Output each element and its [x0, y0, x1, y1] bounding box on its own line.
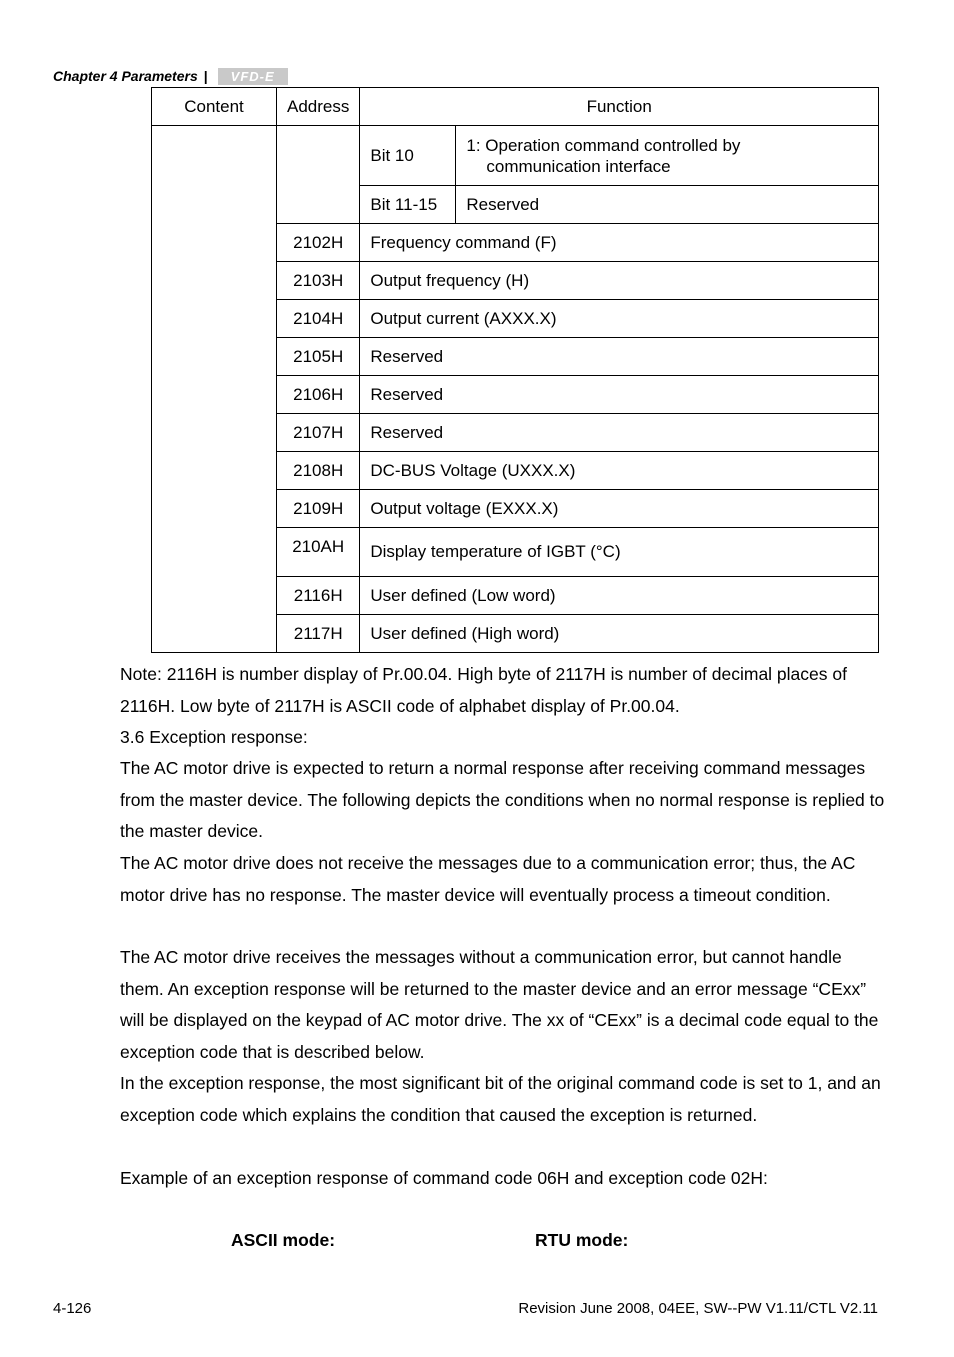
- paragraph-no-response: The AC motor drive does not receive the messages due to a communication error; thus, the AC motor drive has no response. The master device will eventually process a timeout condition.: [120, 853, 856, 905]
- note-paragraph: Note: 2116H is number display of Pr.00.04. High byte of 2117H is number of decimal places of 2116H. Low byte of 2117H is ASCII code of alphabet display of Pr.00.04.: [120, 664, 847, 716]
- address-cell: 2117H: [277, 615, 360, 653]
- bit-description: [456, 126, 879, 186]
- bit-description-line1: 1: Operation command controlled by: [466, 135, 741, 155]
- content-cell: [152, 126, 277, 653]
- function-cell: Output frequency (H): [360, 262, 879, 300]
- address-cell: 2107H: [277, 414, 360, 452]
- paragraph-exception: The AC motor drive receives the messages without a communication error, but cannot handle them. An exception response will be returned to the master device and an error message “CExx” will be displayed on the keypad of AC motor drive. The xx of “CExx” is a decimal code equal to the exception code that is described below.: [120, 947, 879, 1062]
- header-content: Content: [152, 88, 277, 126]
- function-cell: Reserved: [360, 414, 879, 452]
- ascii-mode-label: ASCII mode:: [231, 1230, 336, 1250]
- function-cell: Reserved: [360, 338, 879, 376]
- section-heading: 3.6 Exception response:: [120, 727, 308, 747]
- function-cell: Display temperature of IGBT (°C): [360, 528, 879, 577]
- function-cell: Output voltage (EXXX.X): [360, 490, 879, 528]
- function-cell: Frequency command (F): [360, 224, 879, 262]
- address-cell: 2109H: [277, 490, 360, 528]
- vfd-e-logo: VFD-E: [218, 68, 288, 85]
- header-address: Address: [277, 88, 360, 126]
- header-separator: |: [203, 68, 208, 84]
- bit-description: Reserved: [456, 186, 879, 224]
- function-cell: User defined (High word): [360, 615, 879, 653]
- bit-label: Bit 11-15: [360, 186, 456, 224]
- address-cell: 2102H: [277, 224, 360, 262]
- bit-description-line2: communication interface: [486, 156, 671, 176]
- paragraph-msb: In the exception response, the most significant bit of the original command code is set to 1, and an exception code which explains the condition that caused the exception is returned.: [120, 1073, 881, 1125]
- function-cell: DC-BUS Voltage (UXXX.X): [360, 452, 879, 490]
- function-cell: User defined (Low word): [360, 577, 879, 615]
- header-function: Function: [360, 88, 879, 126]
- paragraph-normal-response: The AC motor drive is expected to return a normal response after receiving command messages from the master device. The following depicts the conditions when no normal response is replied to the master device.: [120, 758, 885, 842]
- address-cell: 210AH: [277, 528, 360, 577]
- address-function-table: [151, 87, 879, 653]
- page-number: 4-126: [53, 1300, 92, 1317]
- address-cell: 2105H: [277, 338, 360, 376]
- revision-info: Revision June 2008, 04EE, SW--PW V1.11/CTL V2.11: [518, 1300, 878, 1317]
- address-cell: 2116H: [277, 577, 360, 615]
- page-header: [53, 66, 288, 86]
- function-cell: Output current (AXXX.X): [360, 300, 879, 338]
- address-cell: 2106H: [277, 376, 360, 414]
- example-line: Example of an exception response of command code 06H and exception code 02H:: [120, 1168, 768, 1188]
- address-cell: 2103H: [277, 262, 360, 300]
- chapter-title: Chapter 4 Parameters: [53, 68, 198, 84]
- address-cell: 2104H: [277, 300, 360, 338]
- rtu-mode-label: RTU mode:: [535, 1230, 629, 1250]
- table-row-bit10: [152, 126, 879, 186]
- address-cell: 2108H: [277, 452, 360, 490]
- function-cell: Reserved: [360, 376, 879, 414]
- bit-label: Bit 10: [360, 126, 456, 186]
- address-cell-empty: [277, 126, 360, 224]
- table-header-row: [152, 88, 879, 126]
